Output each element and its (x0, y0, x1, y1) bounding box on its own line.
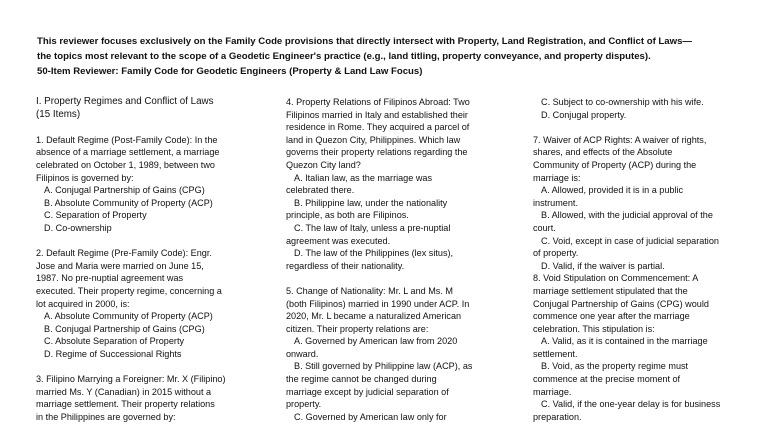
choice-b-cont: property. (286, 399, 322, 410)
question-5 (286, 285, 514, 424)
question-text: 2. Default Regime (Pre-Family Code): Engr. (36, 248, 212, 259)
choice-c-cont: preparation. (533, 411, 582, 422)
choice-b-cont: commence at the precise moment of (533, 374, 681, 385)
choice-b-cont: court. (533, 222, 556, 233)
intro-line-1: This reviewer focuses exclusively on the Family Code provisions that directly intersect with Property, Land Registration, and Conflict of Laws— (37, 36, 693, 47)
question-text: Community of Property (ACP) during the (533, 159, 697, 170)
question-text: 1. Default Regime (Post-Family Code): In the (36, 134, 218, 145)
choice-d: D. The law of the Philippines (lex situs), (294, 248, 454, 259)
section-count: (15 Items) (36, 108, 81, 120)
question-8 (533, 272, 773, 423)
question-text: Conjugal Partnership of Gains (CPG) would (533, 298, 709, 309)
choice-c-cont: of property. (533, 248, 579, 259)
question-text: 3. Filipino Marrying a Foreigner: Mr. X (Filipino) (36, 374, 226, 385)
question-text: shares, and effects of the Absolute (533, 147, 673, 158)
question-3 (36, 373, 274, 423)
question-text: land in Quezon City, Philippines. Which law (286, 134, 461, 145)
choice-d: D. Regime of Successional Rights (44, 348, 182, 359)
question-text: Jose and Maria were married on June 15, (36, 260, 204, 271)
question-text: celebrated on October 1, 1989, between two (36, 159, 215, 170)
choice-b: B. Absolute Community of Property (ACP) (44, 197, 213, 208)
document-title: 50-Item Reviewer: Family Code for Geodetic Engineers (Property & Land Law Focus) (37, 66, 423, 77)
question-7 (533, 134, 773, 273)
choice-a: A. Conjugal Partnership of Gains (CPG) (44, 185, 205, 196)
choice-b: B. Conjugal Partnership of Gains (CPG) (44, 323, 205, 334)
question-text: 5. Change of Nationality: Mr. L and Ms. M (286, 285, 453, 296)
choice-a-cont: onward. (286, 348, 319, 359)
question-text: citizen. Their property relations are: (286, 323, 429, 334)
choice-b: B. Still governed by Philippine law (ACP), as (294, 361, 473, 372)
question-text: 8. Void Stipulation on Commencement: A (533, 273, 699, 284)
choice-b: B. Philippine law, under the nationality (294, 197, 448, 208)
choice-c: C. Absolute Separation of Property (44, 336, 185, 347)
question-text: 1987. No pre-nuptial agreement was (36, 273, 184, 284)
choice-d: D. Co-ownership (44, 222, 112, 233)
question-text: residence in Rome. They acquired a parcel of (286, 122, 470, 133)
choice-b-cont: marriage. (533, 386, 572, 397)
question-4 (286, 96, 514, 272)
section-title: I. Property Regimes and Conflict of Laws (36, 96, 214, 107)
choice-d: D. Valid, if the waiver is partial. (541, 260, 665, 271)
question-text: celebration. This stipulation is: (533, 323, 655, 334)
question-text: 2020, Mr. L became a naturalized American (286, 311, 462, 322)
question-text: (both Filipinos) married in 1990 under ACP. In (286, 298, 470, 309)
question-text: absence of a marriage settlement, a marriage (36, 147, 220, 158)
question-text: governs their property relations regarding the (286, 147, 468, 158)
choice-c-cont: agreement was executed. (286, 235, 391, 246)
question-text: marriage settlement. Their property relations (36, 399, 215, 410)
choice-a: A. Governed by American law from 2020 (294, 336, 458, 347)
question-text: married Ms. Y (Canadian) in 2015 without a (36, 386, 212, 397)
choice-c: C. Void, except in case of judicial separation (541, 235, 719, 246)
choice-a: A. Absolute Community of Property (ACP) (44, 311, 213, 322)
choice-c: C. The law of Italy, unless a pre-nuptial (294, 222, 451, 233)
question-1 (36, 134, 274, 235)
question-text: Filipinos married in Italy and established their (286, 109, 468, 120)
question-text: in the Philippines are governed by: (36, 411, 176, 422)
question-text: marriage is: (533, 172, 581, 183)
choice-a: A. Allowed, provided it is in a public (541, 185, 684, 196)
choice-b-cont: marriage except by judicial separation of (286, 386, 449, 397)
question-text: marriage settlement stipulated that the (533, 285, 688, 296)
choice-a-cont: instrument. (533, 197, 578, 208)
choice-c: C. Subject to co-ownership with his wife. (541, 97, 704, 107)
choice-b: B. Void, as the property regime must (541, 361, 689, 372)
question-text: commence one year after the marriage (533, 311, 690, 322)
question-text: 7. Waiver of ACP Rights: A waiver of rights, (533, 134, 707, 145)
choice-b-cont: principle, as both are Filipinos. (286, 210, 409, 221)
choice-d: D. Conjugal property. (541, 109, 627, 120)
choice-d-cont: regardless of their nationality. (286, 260, 405, 271)
choice-a-cont: celebrated there. (286, 185, 355, 196)
intro-block (37, 34, 757, 79)
choice-c: C. Valid, if the one-year delay is for business (541, 399, 721, 410)
question-text: Filipinos is governed by: (36, 172, 134, 183)
intro-line-2: the topics most relevant to the scope of a Geodetic Engineer's practice (e.g., land titling, property conveyance, and property disputes). (37, 51, 651, 62)
choice-c: C. Governed by American law only for (294, 411, 447, 422)
choice-c: C. Separation of Property (44, 210, 147, 221)
choice-b: B. Allowed, with the judicial approval of the (541, 210, 713, 221)
choice-a: A. Valid, as it is contained in the marriage (541, 336, 708, 347)
choice-b-cont: the regime cannot be changed during (286, 374, 437, 385)
column-middle (286, 96, 514, 423)
choice-a: A. Italian law, as the marriage was (294, 172, 432, 183)
question-6-tail (533, 96, 773, 121)
column-left (36, 96, 274, 423)
question-text: 4. Property Relations of Filipinos Abroad: Two (286, 97, 470, 107)
column-right (533, 96, 773, 423)
question-2 (36, 247, 274, 360)
question-text: Quezon City land? (286, 159, 361, 170)
question-text: lot acquired in 2000, is: (36, 298, 130, 309)
choice-a-cont: settlement. (533, 348, 578, 359)
question-text: executed. Their property regime, concerning a (36, 285, 222, 296)
